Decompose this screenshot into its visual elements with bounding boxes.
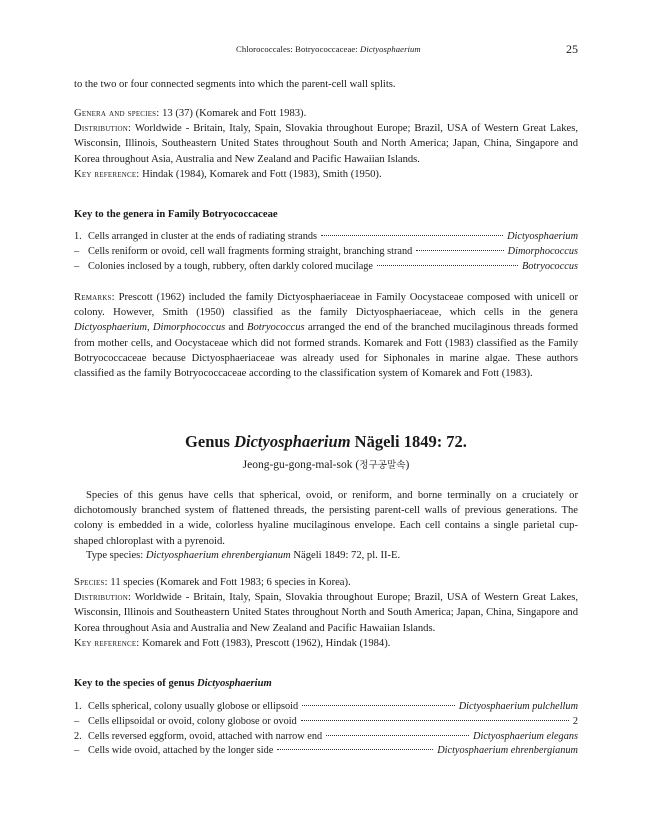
key-text: Cells ellipsoidal or ovoid, colony globose or ovoid — [88, 715, 297, 727]
dot-leader — [377, 265, 518, 266]
running-head-prefix: Chlorococcales: Botryococcaceae: — [236, 44, 361, 54]
genus-title-name: Dictyosphaerium — [234, 432, 351, 451]
key-reference-label: Key reference: — [74, 637, 140, 649]
genera-and-species — [74, 106, 578, 121]
distribution-text: Worldwide - Britain, Italy, Spain, Slovakia throughout Europe; Brazil, USA of Western Great Lakes, Wisconsin, Illinois and Southeastern United States throughout North and South America; Japan, China, Singapore and Korea throughout Asia and Australia and New Zealand and Pacific Hawaiian Islands. — [74, 592, 578, 634]
remarks-paragraph — [74, 290, 578, 381]
intro-line: to the two or four connected segments into which the parent-cell wall splits. — [74, 79, 396, 90]
key-text: Colonies inclosed by a tough, rubbery, often darkly colored mucilage — [88, 260, 373, 272]
key-row — [74, 701, 578, 716]
key-text: Cells wide ovoid, attached by the longer side — [88, 745, 274, 757]
key-target: 2 — [572, 715, 578, 727]
key-target: Dimorphococcus — [507, 245, 578, 257]
genus-info-block — [74, 575, 578, 651]
genera-text: 13 (37) (Komarek and Fott 1983). — [159, 108, 307, 119]
genus-key-reference — [74, 636, 578, 651]
remarks-text-3: arranged the end of the branched mucilaginous threads formed from mother cells, and Oocystaceae which did not formed strands. Komarek and Fott (1983) classified as the Family Botryococcaceae because Dictyosphaeriaceae was already used for Siphonales in marine algae. These authors classified as the family Botryococcaceae according to the classification system of Komarek and Fott (1983). — [74, 322, 578, 380]
dot-leader — [302, 705, 455, 706]
key-row — [74, 731, 578, 746]
key-target: Dictyosphaerium elegans — [473, 730, 578, 742]
key-row — [74, 745, 578, 760]
key-reference-text: Hindak (1984), Komarek and Fott (1983), Smith (1950). — [139, 168, 382, 180]
remarks-text-2: and — [225, 322, 248, 334]
key-marker: – — [74, 745, 80, 757]
key-target: Dictyosphaerium ehrenbergianum — [437, 745, 578, 757]
key-target: Dictyosphaerium — [507, 231, 578, 242]
distribution-text: Worldwide - Britain, Italy, Spain, Slovakia throughout Europe; Brazil, USA of Western Great Lakes, Wisconsin, Illinois, Southeastern United States throughout South and North America; Japan, China, Singapore and Korea throughout Asia, Australia and New Zealand and Pacific Hawaiian Islands. — [74, 123, 578, 165]
dot-leader — [416, 250, 503, 251]
dot-leader — [326, 735, 469, 736]
type-species-label: Type species: — [86, 549, 146, 561]
key-marker: – — [74, 245, 80, 257]
genus-title — [0, 432, 652, 452]
species-key-heading-prefix: Key to the species of genus — [74, 678, 197, 689]
key-marker: – — [74, 260, 80, 272]
species-label: Species: — [74, 577, 108, 588]
genus-subtitle-close: ) — [405, 459, 410, 471]
key-reference-label: Key reference: — [74, 168, 140, 180]
family-key-reference — [74, 167, 578, 182]
key-text: Cells reversed eggform, ovoid, attached with narrow end — [88, 730, 323, 742]
remarks-text-1: Prescott (1962) included the family Dictyosphaeriaceae in Family Oocystaceae composed with unicell or colony. However, Smith (1950) classified as the family Dictyosphaeriaceae, which cells in the genera — [74, 292, 578, 319]
remarks-italic-1: Dictyosphaerium, Dimorphococcus — [74, 322, 226, 334]
key-marker: 1. — [74, 231, 82, 242]
key-row — [74, 261, 578, 276]
family-distribution — [74, 121, 578, 167]
genera-key-table — [74, 231, 578, 275]
distribution-label: Distribution: — [74, 592, 132, 604]
key-text: Cells arranged in cluster at the ends of radiating strands — [88, 231, 318, 242]
key-text: Cells spherical, colony usually globose or ellipsoid — [88, 701, 299, 712]
key-reference-text: Komarek and Fott (1983), Prescott (1962), Hindak (1984). — [139, 637, 391, 649]
genus-description: Species of this genus have cells that spherical, ovoid, or reniform, and borne terminally on a cruciately or dichotomously branched system of flattened threads, the persisting parent-cell walls of previous generations. The colony is embedded in a wide, colorless hyaline mucilaginous envelope. Each cell contains a single parietal cup-shaped chloroplast with a pyrenoid. — [74, 490, 578, 547]
type-species — [74, 548, 578, 563]
species-key-heading — [74, 678, 272, 689]
key-row — [74, 231, 578, 246]
genus-species — [74, 575, 578, 590]
key-row — [74, 246, 578, 261]
key-target: Dictyosphaerium pulchellum — [458, 701, 578, 712]
dot-leader — [277, 749, 433, 750]
key-target: Botryococcus — [521, 260, 578, 272]
genus-subtitle-korean: 정구공말속 — [359, 460, 406, 471]
genus-title-prefix: Genus — [185, 432, 235, 451]
species-text: 11 species (Komarek and Fott 1983; 6 species in Korea). — [107, 577, 351, 588]
key-row — [74, 716, 578, 731]
remarks-label: Remarks: — [74, 292, 115, 303]
running-head-genus: Dictyosphaerium — [360, 44, 421, 54]
genus-description-block — [74, 488, 578, 563]
genus-title-authority: Nägeli 1849: 72. — [350, 432, 467, 451]
genera-key-heading: Key to the genera in Family Botryococcaceae — [74, 209, 278, 220]
running-head — [236, 44, 421, 54]
genera-label: Genera and species: — [74, 108, 160, 119]
distribution-label: Distribution: — [74, 123, 132, 135]
remarks-italic-2: Botryococcus — [247, 322, 305, 334]
key-marker: 1. — [74, 701, 82, 712]
genus-distribution — [74, 590, 578, 636]
species-key-table — [74, 701, 578, 760]
type-species-name: Dictyosphaerium ehrenbergianum — [145, 549, 291, 561]
species-key-heading-genus: Dictyosphaerium — [197, 678, 272, 689]
genus-subtitle-latin: Jeong-gu-gong-mal-sok ( — [242, 459, 360, 471]
key-marker: 2. — [74, 730, 82, 742]
key-marker: – — [74, 715, 80, 727]
dot-leader — [321, 235, 503, 236]
key-text: Cells reniform or ovoid, cell wall fragments forming straight, branching strand — [88, 245, 413, 257]
family-info-block — [74, 106, 578, 182]
genus-subtitle — [0, 457, 652, 471]
page-number: 25 — [566, 42, 578, 56]
dot-leader — [301, 720, 569, 721]
type-species-citation: Nägeli 1849: 72, pl. II-E. — [290, 549, 401, 561]
